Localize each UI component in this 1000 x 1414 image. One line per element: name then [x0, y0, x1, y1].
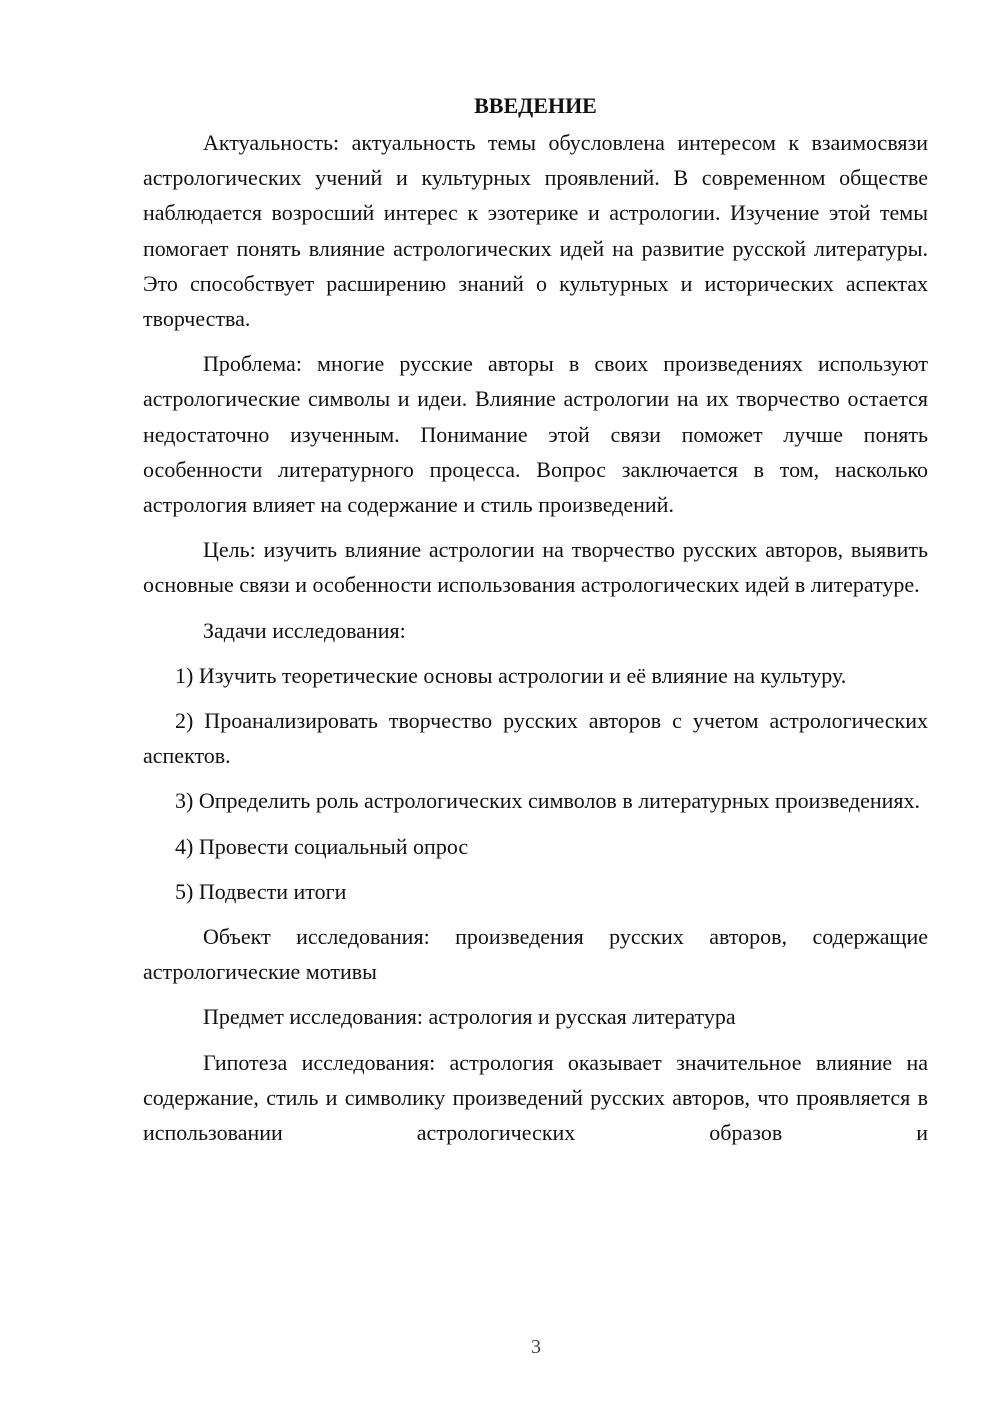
hypothesis-paragraph: Гипотеза исследования: астрология оказывает значительное влияние на содержание, стиль и символику произведений русских авторов, что проявляется в использовании астрологических образов и — [143, 1049, 928, 1146]
problem-paragraph: Проблема: многие русские авторы в своих произведениях используют астрологические символы и идеи. Влияние астрологии на их творчество остается недостаточно изученным. Понимание этой связи поможет лучше понять особенности литературного процесса. Вопрос заключается в том, насколько астрология влияет на содержание и стиль произведений. — [143, 351, 928, 518]
task-item-4: 4) Провести социальный опрос — [175, 833, 469, 859]
tasks-list — [143, 658, 928, 909]
relevance-paragraph: Актуальность: актуальность темы обусловлена интересом к взаимосвязи астрологических учений и культурных проявлений. В современном обществе наблюдается возросший интерес к эзотерике и астрологии. Изучение этой темы помогает понять влияние астрологических идей на развитие русской литературы. Это способствует расширению знаний о культурных и исторических аспектах творчества. — [143, 130, 928, 332]
object-paragraph: Объект исследования: произведения русских авторов, содержащие астрологические мотивы — [143, 924, 928, 985]
task-item-1: 1) Изучить теоретические основы астрологии и её влияние на культуру. — [175, 662, 847, 688]
page-number: 3 — [531, 1336, 541, 1358]
document-page — [143, 88, 928, 1150]
page-title: ВВЕДЕНИЕ — [474, 93, 597, 118]
tasks-heading: Задачи исследования: — [203, 617, 406, 643]
task-item-3: 3) Определить роль астрологических символов в литературных произведениях. — [175, 788, 921, 814]
goal-paragraph: Цель: изучить влияние астрологии на творчество русских авторов, выявить основные связи и особенности использования астрологических идей в литературе. — [143, 537, 928, 598]
subject-paragraph: Предмет исследования: астрология и русская литература — [203, 1004, 736, 1030]
task-item-2: 2) Проанализировать творчество русских авторов с учетом астрологических аспектов. — [143, 708, 928, 769]
task-item-5: 5) Подвести итоги — [175, 878, 347, 904]
